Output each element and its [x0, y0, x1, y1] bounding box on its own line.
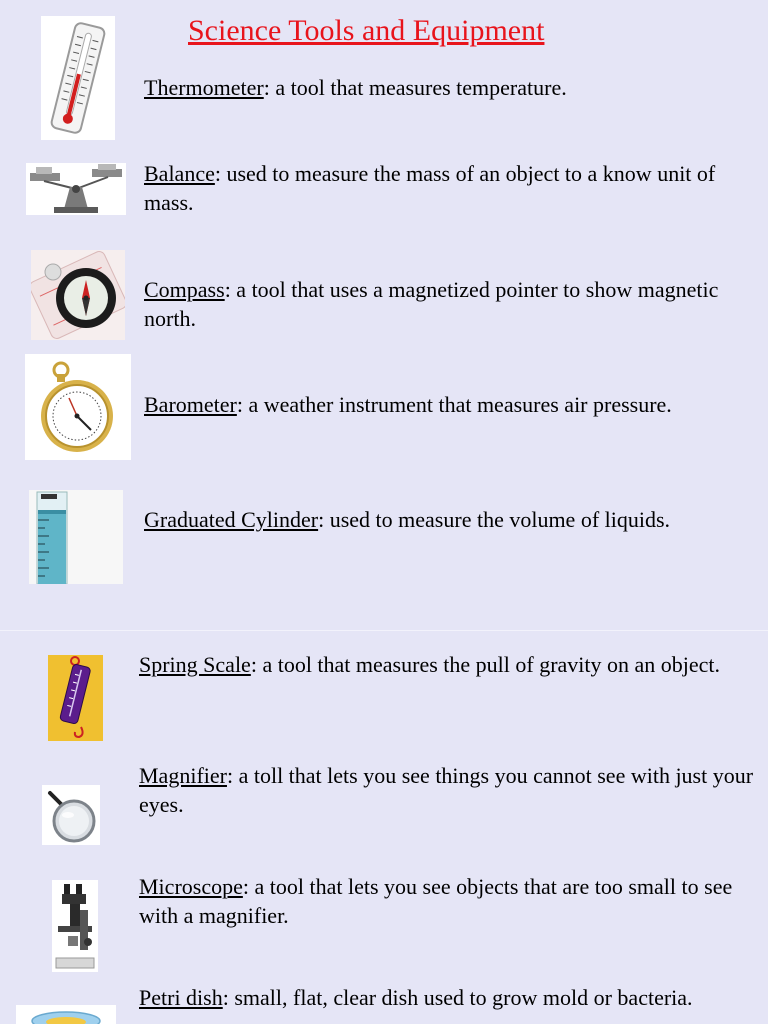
microscope-icon	[52, 880, 98, 972]
term-petri-dish: Petri dish	[139, 985, 223, 1010]
entry-magnifier	[139, 761, 754, 819]
term-balance: Balance	[144, 161, 215, 186]
term-graduated-cylinder: Graduated Cylinder	[144, 507, 319, 532]
definition-petri-dish: : small, flat, clear dish used to grow mold or bacteria.	[222, 985, 693, 1010]
page-title: Science Tools and Equipment	[188, 14, 545, 47]
definition-thermometer: : a tool that measures temperature.	[263, 75, 567, 100]
balance-icon	[26, 163, 126, 215]
thermometer-icon	[41, 16, 115, 140]
spring-scale-icon	[48, 655, 103, 741]
definition-magnifier: : a toll that lets you see things you cannot see with just your eyes.	[139, 763, 754, 817]
petri-dish-icon	[16, 1005, 116, 1024]
term-thermometer: Thermometer	[144, 75, 264, 100]
definition-microscope: : a tool that lets you see objects that are too small to see with a magnifier.	[139, 874, 733, 928]
term-spring-scale: Spring Scale	[139, 652, 251, 677]
section-divider	[0, 630, 768, 631]
term-magnifier: Magnifier	[139, 763, 227, 788]
term-compass: Compass	[144, 277, 225, 302]
entry-microscope	[139, 872, 754, 930]
term-microscope: Microscope	[139, 874, 243, 899]
barometer-icon	[25, 354, 131, 460]
entry-spring-scale	[139, 650, 754, 679]
term-barometer: Barometer	[144, 392, 237, 417]
graduated-cylinder-icon	[29, 490, 123, 584]
entry-barometer	[144, 390, 754, 419]
definition-compass: : a tool that uses a magnetized pointer to show magnetic north.	[144, 277, 719, 331]
entry-graduated-cylinder	[144, 505, 754, 534]
entry-compass	[144, 275, 754, 333]
compass-icon	[31, 250, 125, 340]
entry-petri-dish	[139, 983, 754, 1012]
entry-thermometer	[144, 73, 744, 102]
entry-balance	[144, 159, 754, 217]
definition-graduated-cylinder: : used to measure the volume of liquids.	[318, 507, 671, 532]
definition-barometer: : a weather instrument that measures air pressure.	[236, 392, 672, 417]
magnifier-icon	[42, 785, 100, 845]
definition-spring-scale: : a tool that measures the pull of gravity on an object.	[250, 652, 721, 677]
definition-balance: : used to measure the mass of an object to a know unit of mass.	[144, 161, 716, 215]
